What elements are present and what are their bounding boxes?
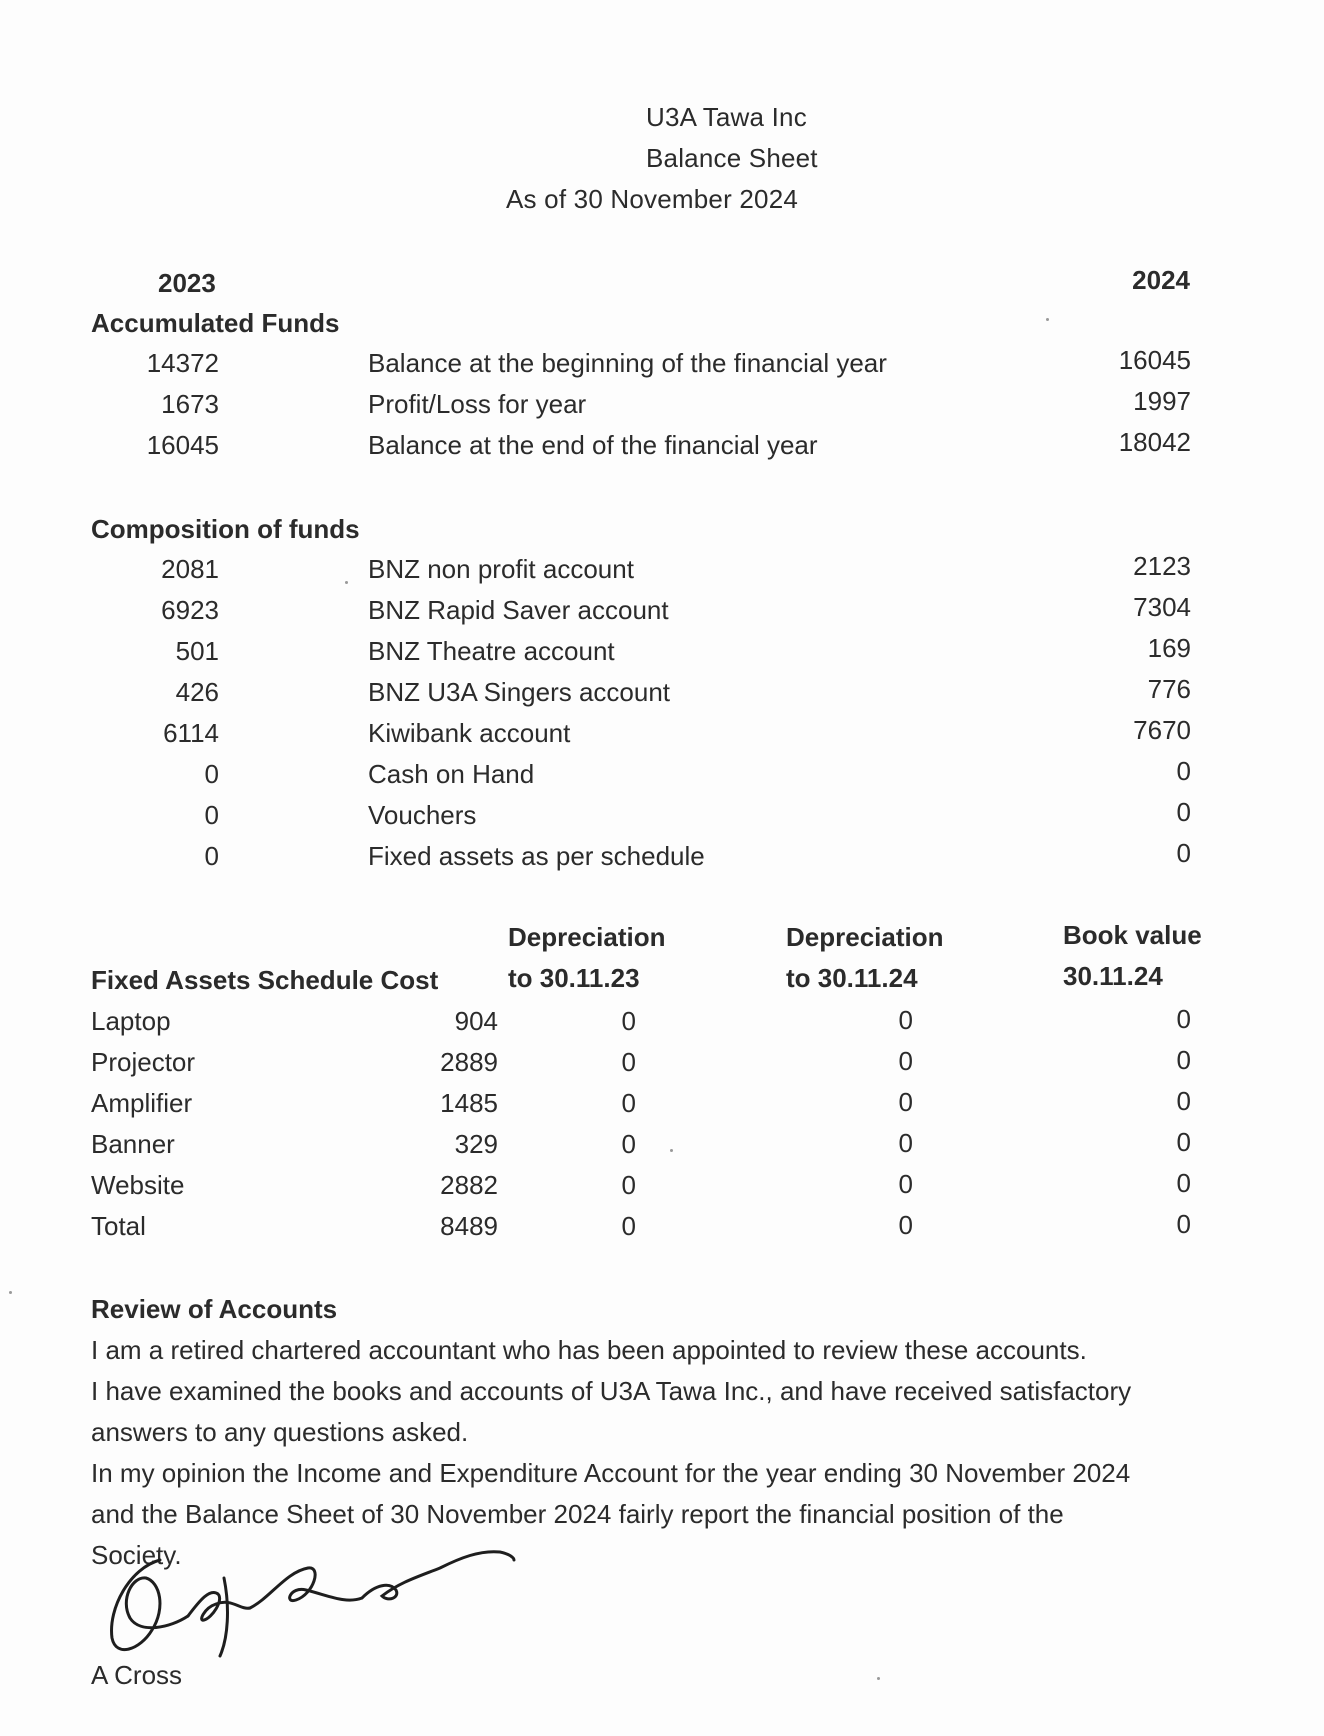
scan-speck xyxy=(670,1149,673,1152)
fixed-asset-dep24: 0 xyxy=(898,1005,913,1035)
composition-current: 0 xyxy=(1176,838,1191,868)
composition-label: Cash on Hand xyxy=(368,759,535,789)
composition-prior: 426 xyxy=(175,677,219,707)
fixed-asset-dep23: 0 xyxy=(621,1088,636,1118)
fixed-asset-total-label: Total xyxy=(91,1211,146,1241)
accumulated-funds-title: Accumulated Funds xyxy=(91,308,340,338)
review-line: and the Balance Sheet of 30 November 2024 fairly report the financial position of the xyxy=(91,1499,1064,1529)
org-name: U3A Tawa Inc xyxy=(646,102,807,132)
fixed-asset-total-book-value: 0 xyxy=(1176,1209,1191,1239)
year-current-header: 2024 xyxy=(1132,265,1190,295)
scan-speck xyxy=(9,1291,12,1294)
fixed-asset-dep24: 0 xyxy=(898,1128,913,1158)
fixed-asset-dep24: 0 xyxy=(898,1046,913,1076)
book-value-header-line1: Book value xyxy=(1063,920,1202,950)
fixed-asset-dep24: 0 xyxy=(898,1169,913,1199)
fixed-asset-dep23: 0 xyxy=(621,1129,636,1159)
accumulated-current: 16045 xyxy=(1118,345,1191,375)
fixed-asset-book-value: 0 xyxy=(1176,1127,1191,1157)
accumulated-current: 1997 xyxy=(1133,386,1191,416)
scan-speck xyxy=(1046,318,1049,321)
composition-label: BNZ Rapid Saver account xyxy=(368,595,669,625)
fixed-asset-cost: 904 xyxy=(454,1006,498,1036)
accumulated-prior: 14372 xyxy=(146,348,219,378)
composition-prior: 6114 xyxy=(163,718,219,748)
fixed-asset-book-value: 0 xyxy=(1176,1086,1191,1116)
composition-prior: 0 xyxy=(204,800,219,830)
review-line: I have examined the books and accounts of U3A Tawa Inc., and have received satisfactory xyxy=(91,1376,1132,1406)
composition-prior: 2081 xyxy=(161,554,219,584)
composition-label: BNZ Theatre account xyxy=(368,636,615,666)
composition-prior: 501 xyxy=(175,636,219,666)
composition-current: 169 xyxy=(1147,633,1191,663)
fixed-asset-name: Amplifier xyxy=(91,1088,193,1118)
composition-label: BNZ U3A Singers account xyxy=(368,677,671,707)
fixed-assets-title: Fixed Assets Schedule Cost xyxy=(91,965,439,995)
composition-label: Kiwibank account xyxy=(368,718,571,748)
composition-label: BNZ non profit account xyxy=(368,554,634,584)
dep23-header-line2: to 30.11.23 xyxy=(508,963,640,993)
accumulated-prior: 1673 xyxy=(161,389,219,419)
fixed-asset-name: Website xyxy=(91,1170,185,1200)
handwritten-signature xyxy=(100,1538,520,1668)
composition-current: 776 xyxy=(1147,674,1191,704)
fixed-asset-total-cost: 8489 xyxy=(440,1211,498,1241)
fixed-asset-book-value: 0 xyxy=(1176,1168,1191,1198)
fixed-asset-cost: 2889 xyxy=(440,1047,498,1077)
dep24-header-line2: to 30.11.24 xyxy=(786,963,918,993)
review-line: Society. xyxy=(91,1540,182,1570)
fixed-asset-total-dep23: 0 xyxy=(621,1211,636,1241)
review-line: I am a retired chartered accountant who has been appointed to review these accounts. xyxy=(91,1335,1087,1365)
scan-speck xyxy=(877,1677,880,1680)
fixed-asset-total-dep24: 0 xyxy=(898,1210,913,1240)
year-prior-header: 2023 xyxy=(158,268,216,298)
fixed-asset-name: Projector xyxy=(91,1047,196,1077)
document-title: Balance Sheet xyxy=(646,143,818,173)
statement-date: As of 30 November 2024 xyxy=(506,184,799,214)
review-line: In my opinion the Income and Expenditure Account for the year ending 30 November 2024 xyxy=(91,1458,1131,1488)
composition-current: 7304 xyxy=(1133,592,1191,622)
accumulated-prior: 16045 xyxy=(146,430,219,460)
composition-current: 0 xyxy=(1176,797,1191,827)
dep23-header-line1: Depreciation xyxy=(508,922,666,952)
fixed-asset-name: Laptop xyxy=(91,1006,171,1036)
book-value-header-line2: 30.11.24 xyxy=(1063,961,1163,991)
signatory-name: A Cross xyxy=(91,1660,183,1690)
fixed-asset-book-value: 0 xyxy=(1176,1045,1191,1075)
composition-prior: 0 xyxy=(204,841,219,871)
accumulated-label: Balance at the beginning of the financial year xyxy=(368,348,887,378)
composition-current: 0 xyxy=(1176,756,1191,786)
composition-prior: 0 xyxy=(204,759,219,789)
composition-label: Vouchers xyxy=(368,800,477,830)
fixed-asset-name: Banner xyxy=(91,1129,175,1159)
composition-current: 7670 xyxy=(1133,715,1191,745)
accumulated-label: Profit/Loss for year xyxy=(368,389,587,419)
accumulated-label: Balance at the end of the financial year xyxy=(368,430,818,460)
composition-current: 2123 xyxy=(1133,551,1191,581)
fixed-asset-dep23: 0 xyxy=(621,1170,636,1200)
fixed-asset-cost: 1485 xyxy=(440,1088,498,1118)
review-title: Review of Accounts xyxy=(91,1294,338,1324)
composition-prior: 6923 xyxy=(161,595,219,625)
review-line: answers to any questions asked. xyxy=(91,1417,469,1447)
scan-speck xyxy=(345,581,348,584)
fixed-asset-book-value: 0 xyxy=(1176,1004,1191,1034)
fixed-asset-dep23: 0 xyxy=(621,1006,636,1036)
accumulated-current: 18042 xyxy=(1118,427,1191,457)
dep24-header-line1: Depreciation xyxy=(786,922,944,952)
fixed-asset-dep24: 0 xyxy=(898,1087,913,1117)
composition-label: Fixed assets as per schedule xyxy=(368,841,705,871)
composition-title: Composition of funds xyxy=(91,514,360,544)
fixed-asset-cost: 329 xyxy=(454,1129,498,1159)
fixed-asset-dep23: 0 xyxy=(621,1047,636,1077)
fixed-asset-cost: 2882 xyxy=(440,1170,498,1200)
